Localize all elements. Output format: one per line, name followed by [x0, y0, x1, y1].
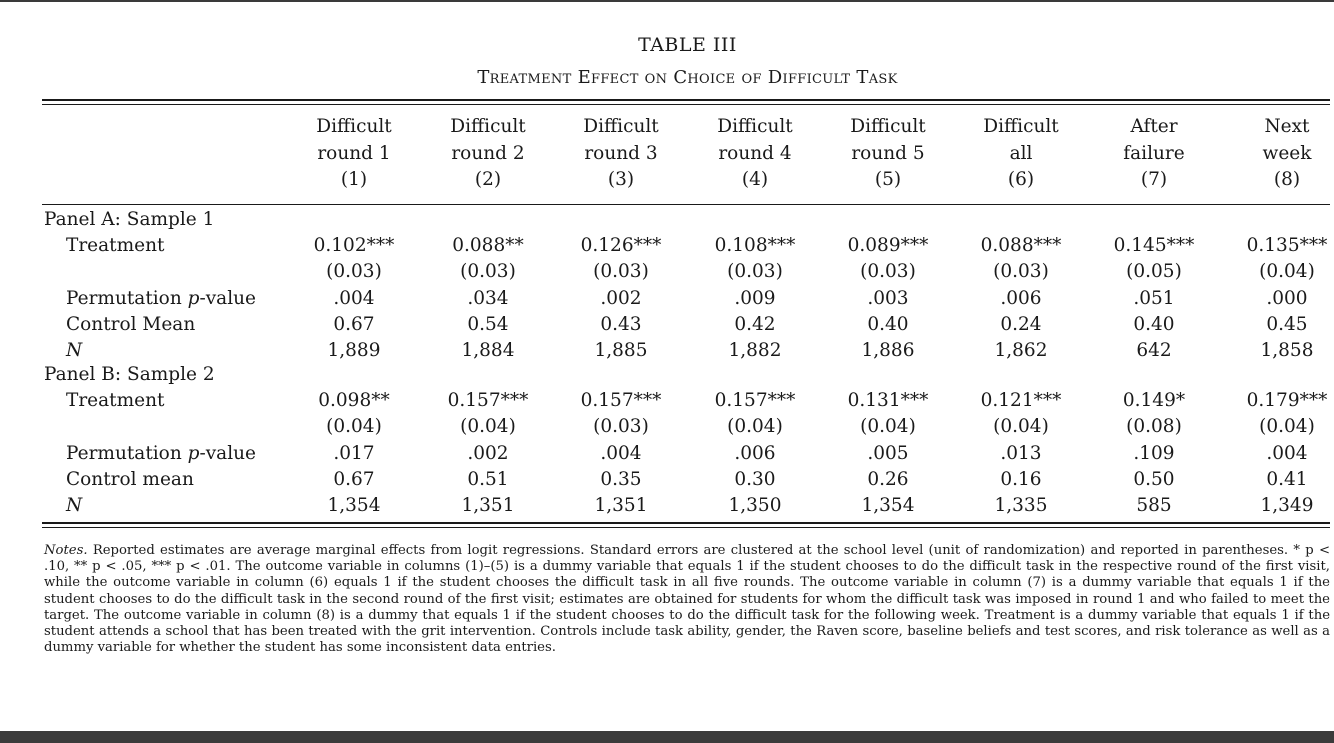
- table-cell: 0.67: [333, 468, 375, 490]
- table-cell: 0.088***: [980, 235, 1062, 257]
- table-cell: 585: [1136, 495, 1172, 516]
- table-cell: 0.45: [1266, 313, 1308, 335]
- table-cell: 1,882: [728, 340, 782, 361]
- bottom-rule-double: [42, 527, 1330, 528]
- table-cell: (0.03): [993, 261, 1049, 283]
- table-cell: (0.03): [593, 261, 649, 283]
- table-cell: 0.42: [734, 313, 776, 335]
- column-header-line1: Difficult: [717, 116, 793, 137]
- table-cell: (0.04): [460, 416, 516, 438]
- row-label: Treatment: [66, 390, 165, 412]
- table-cell: .000: [1266, 287, 1308, 309]
- table-cell: 1,335: [994, 495, 1048, 516]
- table-cell: 0.40: [867, 313, 909, 335]
- table-cell: 1,886: [861, 340, 915, 361]
- table-cell: .006: [1000, 287, 1042, 309]
- table-cell: 642: [1136, 340, 1172, 361]
- table-cell: 0.157***: [714, 390, 796, 412]
- table-cell: .017: [333, 442, 375, 464]
- table-cell: 0.149*: [1122, 390, 1186, 412]
- row-label: Permutation p-value: [66, 287, 256, 309]
- table-cell: 0.41: [1266, 468, 1308, 490]
- column-header-num: (5): [874, 169, 902, 190]
- column-header-num: (1): [340, 169, 368, 190]
- table-cell: .051: [1133, 287, 1175, 309]
- table-cell: .013: [1000, 442, 1042, 464]
- top-rule: [42, 99, 1330, 101]
- table-cell: .034: [467, 287, 509, 309]
- table-cell: 0.26: [867, 468, 909, 490]
- table-cell: 1,351: [461, 495, 515, 516]
- row-label: Control mean: [66, 468, 194, 490]
- column-header-line2: week: [1262, 142, 1312, 164]
- notes-label: Notes.: [44, 543, 88, 558]
- table-cell: 0.54: [467, 313, 509, 335]
- bottom-rule: [42, 522, 1330, 524]
- table-cell: .004: [600, 442, 642, 464]
- column-header-line1: Difficult: [850, 116, 926, 137]
- table-cell: (0.08): [1126, 416, 1182, 438]
- column-header-num: (6): [1007, 169, 1035, 190]
- column-header-line2: round 4: [718, 142, 792, 164]
- row-label: N: [66, 340, 83, 361]
- table-cell: 1,889: [327, 340, 381, 361]
- table-cell: 1,351: [594, 495, 648, 516]
- table-title: TABLE III: [638, 34, 737, 56]
- table-cell: 1,884: [461, 340, 515, 361]
- table-cell: .004: [333, 287, 375, 309]
- column-header-line1: Next: [1264, 116, 1310, 137]
- column-header-line2: round 2: [451, 142, 525, 164]
- column-header-num: (7): [1140, 169, 1168, 190]
- column-header-line1: After: [1130, 116, 1178, 137]
- table-cell: 0.24: [1000, 313, 1042, 335]
- header-rule: [42, 204, 1330, 205]
- column-header-4: [690, 114, 820, 194]
- row-label: Permutation p-value: [66, 442, 256, 464]
- table-cell: (0.03): [727, 261, 783, 283]
- table-cell: 0.51: [467, 468, 509, 490]
- table-cell: 0.40: [1133, 313, 1175, 335]
- table-notes: [44, 543, 1330, 656]
- table-cell: 0.108***: [714, 235, 796, 257]
- table-cell: (0.04): [860, 416, 916, 438]
- column-header-num: (3): [607, 169, 635, 190]
- table-cell: (0.04): [1259, 416, 1315, 438]
- table-cell: 0.135***: [1246, 235, 1328, 257]
- table-cell: 0.098**: [318, 390, 390, 412]
- table-cell: (0.04): [727, 416, 783, 438]
- table-cell: 1,349: [1260, 495, 1314, 516]
- column-header-num: (8): [1273, 169, 1301, 190]
- table-cell: 0.43: [600, 313, 642, 335]
- bottom-bar: [0, 731, 1334, 743]
- column-header-num: (2): [474, 169, 502, 190]
- table-cell: (0.03): [326, 261, 382, 283]
- table-cell: 0.67: [333, 313, 375, 335]
- table-cell: 0.50: [1133, 468, 1175, 490]
- panel-title: Panel A: Sample 1: [44, 209, 215, 230]
- table-cell: (0.04): [326, 416, 382, 438]
- column-header-8: [1222, 114, 1334, 194]
- column-header-7: [1089, 114, 1219, 194]
- column-header-line2: failure: [1123, 142, 1185, 164]
- table-cell: 0.088**: [452, 235, 524, 257]
- column-header-line1: Difficult: [983, 116, 1059, 137]
- table-cell: .006: [734, 442, 776, 464]
- column-header-line2: round 3: [584, 142, 658, 164]
- table-cell: 0.089***: [847, 235, 929, 257]
- table-cell: 0.16: [1000, 468, 1042, 490]
- row-label: N: [66, 495, 83, 516]
- table-cell: .005: [867, 442, 909, 464]
- notes-text: Reported estimates are average marginal effects from logit regressions. Standard errors are clustered at the school level (unit of randomization) and reported in parentheses. * p < .10, ** p < .05, *** p < .01. The outcome variable in columns (1)–(5) is a dummy variable that equals 1 if the student chooses to do the difficult task in the respective round of the first visit, while the outcome variable in column (6) equals 1 if the student chooses the difficult task in all five rounds. The outcome variable in column (7) is a dummy variable that equals 1 if the student chooses to do the difficult task in the second round of the first visit; estimates are obtained for students for whom the difficult task was imposed in round 1 and who failed to meet the target. The outcome variable in column (8) is a dummy that equals 1 if the student chooses to do the difficult task for the following week. Treatment is a dummy variable that equals 1 if the student attends a school that has been treated with the grit intervention. Controls include task ability, gender, the Raven score, baseline beliefs and test scores, and risk tolerance as well as a dummy variable for whether the student has some inconsistent data entries.: [44, 543, 1330, 656]
- table-cell: 1,354: [327, 495, 381, 516]
- row-label: Treatment: [66, 235, 165, 257]
- table-cell: 0.131***: [847, 390, 929, 412]
- column-header-6: [956, 114, 1086, 194]
- column-header-2: [423, 114, 553, 194]
- top-border: [0, 0, 1334, 2]
- table-cell: .009: [734, 287, 776, 309]
- column-header-1: [289, 114, 419, 194]
- column-header-3: [556, 114, 686, 194]
- table-cell: (0.03): [860, 261, 916, 283]
- p-symbol: p: [187, 442, 200, 464]
- table-cell: 1,354: [861, 495, 915, 516]
- panel-title: Panel B: Sample 2: [44, 364, 215, 385]
- column-header-num: (4): [741, 169, 769, 190]
- table-cell: 0.30: [734, 468, 776, 490]
- table-cell: 0.157***: [580, 390, 662, 412]
- top-rule-double: [42, 104, 1330, 105]
- table-cell: (0.05): [1126, 261, 1182, 283]
- table-cell: 1,885: [594, 340, 648, 361]
- table-cell: 0.121***: [980, 390, 1062, 412]
- row-label: Control Mean: [66, 313, 196, 335]
- table-cell: (0.03): [460, 261, 516, 283]
- column-header-line2: round 5: [851, 142, 925, 164]
- table-cell: .109: [1133, 442, 1175, 464]
- table-cell: 1,350: [728, 495, 782, 516]
- table-cell: .003: [867, 287, 909, 309]
- column-header-line1: Difficult: [450, 116, 526, 137]
- table-cell: (0.04): [1259, 261, 1315, 283]
- table-cell: 0.126***: [580, 235, 662, 257]
- table-cell: 1,862: [994, 340, 1048, 361]
- column-header-line2: round 1: [317, 142, 391, 164]
- table-cell: .002: [467, 442, 509, 464]
- table-cell: .004: [1266, 442, 1308, 464]
- column-header-line1: Difficult: [583, 116, 659, 137]
- column-header-line1: Difficult: [316, 116, 392, 137]
- table-cell: (0.04): [993, 416, 1049, 438]
- column-header-5: [823, 114, 953, 194]
- table-cell: 1,858: [1260, 340, 1314, 361]
- table-subtitle: Treatment Effect on Choice of Difficult Task: [477, 67, 898, 88]
- table-cell: 0.35: [600, 468, 642, 490]
- column-header-line2: all: [1009, 142, 1033, 164]
- table-cell: 0.145***: [1113, 235, 1195, 257]
- table-cell: .002: [600, 287, 642, 309]
- table-cell: 0.157***: [447, 390, 529, 412]
- table-cell: (0.03): [593, 416, 649, 438]
- p-symbol: p: [187, 287, 200, 309]
- table-cell: 0.179***: [1246, 390, 1328, 412]
- table-cell: 0.102***: [313, 235, 395, 257]
